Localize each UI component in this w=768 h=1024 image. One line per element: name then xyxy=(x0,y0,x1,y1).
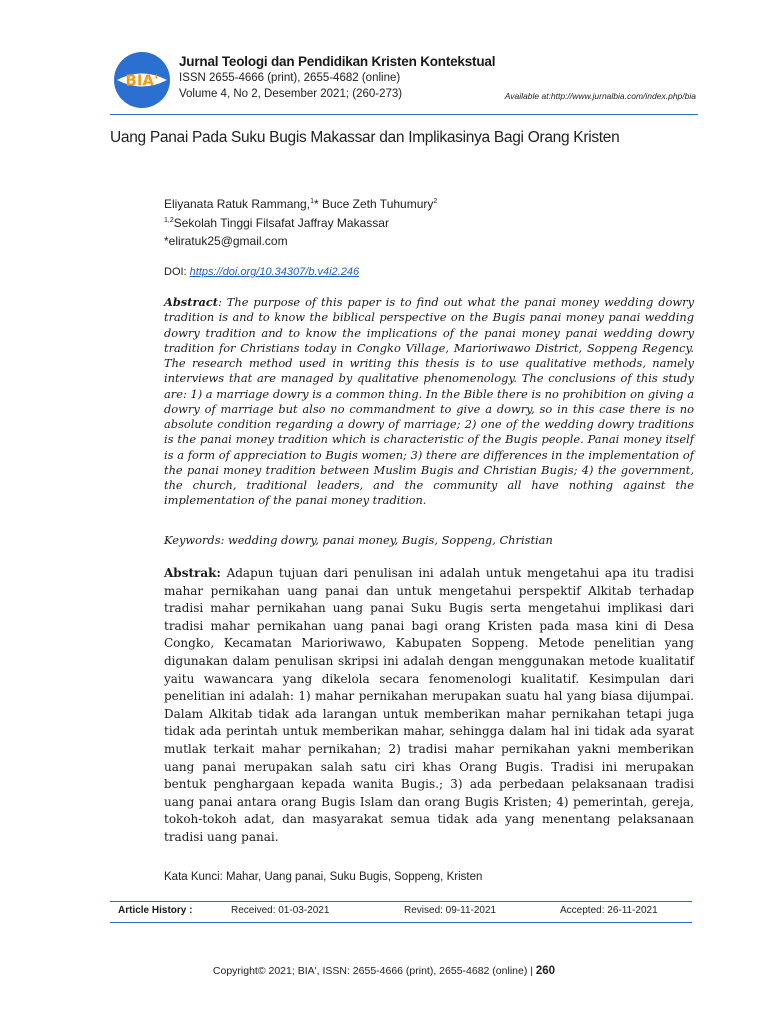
journal-title: Jurnal Teologi dan Pendidikan Kristen Kontekstual xyxy=(179,54,496,69)
received-date: Received: 01-03-2021 xyxy=(231,905,330,916)
author-1: Eliyanata Ratuk Rammang, xyxy=(164,197,311,211)
keywords-english: Keywords: wedding dowry, panai money, Bugis, Soppeng, Christian xyxy=(164,533,553,547)
abstrak-label: Abstrak: xyxy=(164,566,221,580)
copyright: Copyright© 2021; BIA', ISSN: 2655-4666 (print), 2655-4682 (online) xyxy=(212,965,528,977)
abstract-english: Abstract: The purpose of this paper is to find out what the panai money wedding dowry tradition is and to know the biblical perspective on the Bugis panai money panai wedding dowry tradition and to know the implications of the panai money panai wedding dowry tradition for Christians today in Congko Village, Marioriwawo District, Soppeng Regency. The research method used in writing this thesis is to use qualitative methods, namely interviews that are managed by qualitative phenomenology. The conclusions of this study are: 1) a marriage dowry is a common thing. In the Bible there is no prohibition on giving a dowry of marriage but also no commandment to give a dowry, so in this case there is no absolute condition regarding a dowry of marriage; 2) one of the wedding dowry traditions is the panai money tradition which is characteristic of the Bugis people. Panai money itself is a form of appreciation to Bugis women; 3) there are differences in the implementation of the panai money tradition between Muslim Bugis and Christian Bugis; 4) the government, the church, traditional leaders, and the community all have nothing against the implementation of the panai money tradition. xyxy=(164,295,694,508)
doi-line: DOI: https://doi.org/10.34307/b.v4i2.246 xyxy=(164,266,360,278)
journal-logo xyxy=(113,51,171,109)
author-email: *eliratuk25@gmail.com xyxy=(164,234,288,248)
abstract-label: Abstract xyxy=(164,295,219,309)
header-divider xyxy=(110,114,698,115)
doi-link[interactable]: https://doi.org/10.34307/b.v4i2.246 xyxy=(189,266,360,278)
revised-date: Revised: 09-11-2021 xyxy=(404,905,497,916)
page-footer: Copyright© 2021; BIA', ISSN: 2655-4666 (print), 2655-4682 (online) | 260 xyxy=(212,965,556,977)
available-at-link[interactable]: Available at:http://www.jurnalbia.com/index.php/bia xyxy=(504,91,696,101)
history-divider-bottom xyxy=(110,922,692,923)
paper-title: Uang Panai Pada Suku Bugis Makassar dan Implikasinya Bagi Orang Kristen xyxy=(110,129,620,146)
author-2: * Buce Zeth Tuhumury xyxy=(313,197,434,211)
authors: Eliyanata Ratuk Rammang,$^1$* Buce Zeth Tuhumury$^2$ xyxy=(164,197,438,211)
page-number: 260 xyxy=(535,965,556,977)
logo-text: BIA' xyxy=(125,71,159,90)
accepted-date: Accepted: 26-11-2021 xyxy=(560,905,658,916)
history-divider-top xyxy=(110,901,692,902)
abstract-indonesian: Abstrak: Adapun tujuan dari penulisan ini adalah untuk mengetahui apa itu tradisi mahar pernikahan uang panai dan untuk mengetahui perspektif Alkitab terhadap tradisi mahar pernikahan uang panai Suku Bugis serta mengetahui implikasi dari tradisi mahar pernikahan uang panai bagi orang Kristen pada masa kini di Desa Congko, Kecamatan Marioriwawo, Kabupaten Soppeng. Metode penelitian yang digunakan dalam penulisan skripsi ini adalah dengan menggunakan metode kualitatif yaitu wawancara yang dikelola secara fenomenologi kualitatif. Kesimpulan dari penelitian ini adalah: 1) mahar pernikahan merupakan suatu hal yang biasa dijumpai. Dalam Alkitab tidak ada larangan untuk memberikan mahar pernikahan tetapi juga tidak ada perintah untuk memberikan mahar, sehingga dalam hal ini tidak ada syarat mutlak terkait mahar pernikahan; 2) tradisi mahar pernikahan yakni memberikan uang panai merupakan salah satu ciri khas Orang Bugis. Tradisi ini merupakan bentuk penghargaan kepada wanita Bugis.; 3) ada perbedaan pelaksanaan tradisi uang panai antara orang Bugis Islam dan orang Bugis Kristen; 4) pemerintah, gereja, tokoh-tokoh adat, dan masyarakat semua tidak ada yang menentang pelaksanaan tradisi uang panai. xyxy=(164,566,694,844)
article-history-label: Article History : xyxy=(118,905,193,916)
affiliation: $^{1,2}$Sekolah Tinggi Filsafat Jaffray Makassar xyxy=(164,216,389,230)
journal-issn: ISSN 2655-4666 (print), 2655-4682 (online) xyxy=(179,72,401,84)
journal-volume: Volume 4, No 2, Desember 2021; (260-273) xyxy=(179,88,403,100)
keywords-indonesian: Kata Kunci: Mahar, Uang panai, Suku Bugis, Soppeng, Kristen xyxy=(164,871,483,883)
